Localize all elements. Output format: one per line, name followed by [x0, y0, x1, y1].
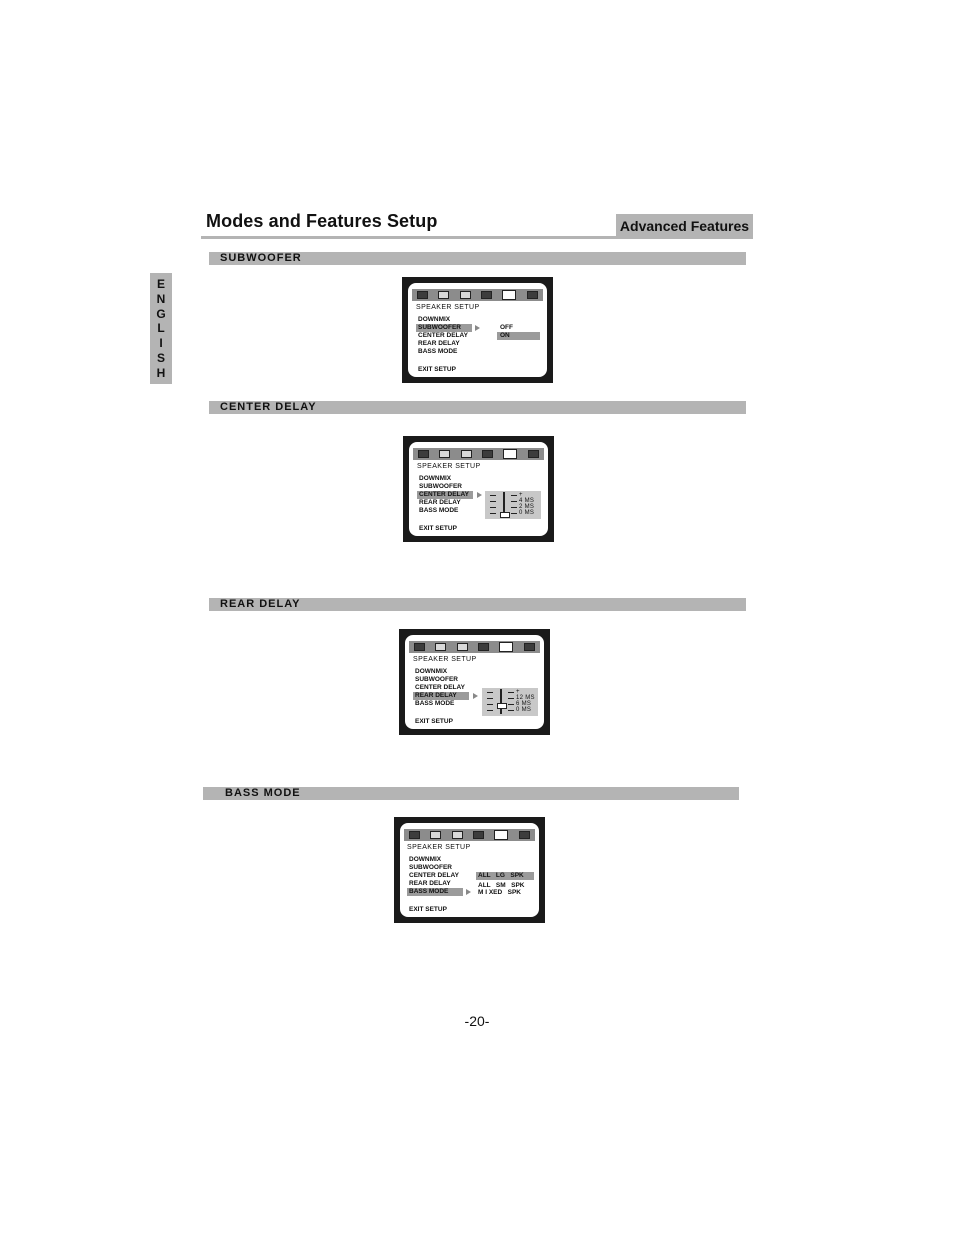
slider-tick	[490, 501, 496, 502]
section-heading-center-delay: CENTER DELAY	[209, 401, 746, 414]
option-on[interactable]: ON	[497, 332, 540, 340]
arrow-right-icon	[473, 693, 478, 699]
lang-letter: N	[156, 291, 166, 306]
menu-item-bass-mode[interactable]: BASS MODE	[415, 700, 455, 707]
display-icon	[478, 643, 489, 651]
osd-icon-bar	[412, 289, 543, 301]
users-icon	[527, 291, 538, 299]
menu-item-rear-delay[interactable]: REAR DELAY	[413, 692, 469, 700]
menu-header: SPEAKER SETUP	[407, 844, 471, 851]
menu-item-rear-delay[interactable]: REAR DELAY	[418, 340, 460, 347]
title-rule	[201, 236, 616, 239]
exit-setup[interactable]: EXIT SETUP	[418, 366, 456, 373]
slider-handle[interactable]	[500, 512, 510, 518]
option-mixed-spk[interactable]: M I XED SPK	[478, 889, 521, 896]
speaker-icon	[503, 449, 517, 459]
osd-panel	[408, 283, 547, 377]
menu-item-rear-delay[interactable]: REAR DELAY	[409, 880, 451, 887]
exit-setup[interactable]: EXIT SETUP	[419, 525, 457, 532]
slider-tick	[511, 495, 517, 496]
slider-tick	[490, 495, 496, 496]
slider-tick	[487, 710, 493, 711]
menu-item-subwoofer[interactable]: SUBWOOFER	[409, 864, 452, 871]
slider-tick	[487, 698, 493, 699]
tv-icon	[409, 831, 420, 839]
level-label: 6 MS	[516, 701, 532, 707]
slider-tick	[508, 710, 514, 711]
slider-tick	[487, 704, 493, 705]
osd-icon-bar	[409, 641, 540, 653]
menu-header: SPEAKER SETUP	[417, 463, 481, 470]
level-label: 2 MS	[519, 504, 535, 510]
menu-item-subwoofer[interactable]: SUBWOOFER	[416, 324, 472, 332]
delay-slider[interactable]	[485, 491, 541, 519]
language-tab	[150, 273, 172, 384]
page-number: -20-	[464, 1013, 490, 1029]
tv-icon	[418, 450, 429, 458]
menu-item-downmix[interactable]: DOWNMIX	[418, 316, 451, 323]
gear-icon	[457, 643, 468, 651]
osd-screen-rear-delay	[399, 629, 550, 735]
section-heading-subwoofer: SUBWOOFER	[209, 252, 746, 265]
menu-item-downmix[interactable]: DOWNMIX	[409, 856, 442, 863]
slider-track	[500, 689, 502, 714]
gear-icon	[461, 450, 472, 458]
display-icon	[482, 450, 493, 458]
lang-letter: G	[156, 306, 166, 321]
menu-item-center-delay[interactable]: CENTER DELAY	[418, 332, 468, 339]
slider-tick	[508, 698, 514, 699]
users-icon	[528, 450, 539, 458]
speaker-icon	[502, 290, 516, 300]
level-label: 0 MS	[516, 707, 532, 713]
section-heading-rear-delay: REAR DELAY	[209, 598, 746, 611]
display-icon	[481, 291, 492, 299]
menu-item-center-delay[interactable]: CENTER DELAY	[417, 491, 473, 499]
lang-letter: S	[156, 351, 165, 366]
slider-tick	[508, 704, 514, 705]
menu-item-subwoofer[interactable]: SUBWOOFER	[419, 483, 462, 490]
osd-panel	[409, 442, 548, 536]
osd-panel	[400, 823, 539, 917]
menu-item-downmix[interactable]: DOWNMIX	[415, 668, 448, 675]
gear-icon	[460, 291, 471, 299]
slider-handle[interactable]	[497, 703, 507, 709]
menu-item-downmix[interactable]: DOWNMIX	[419, 475, 452, 482]
lang-letter: E	[156, 277, 165, 291]
lang-letter: I	[159, 336, 163, 351]
slider-tick	[490, 507, 496, 508]
option-all-lg-spk[interactable]: ALL LG SPK	[476, 872, 534, 880]
menu-item-bass-mode[interactable]: BASS MODE	[418, 348, 458, 355]
users-icon	[524, 643, 535, 651]
menu-item-bass-mode[interactable]: BASS MODE	[419, 507, 459, 514]
page-title: Modes and Features Setup	[206, 211, 438, 231]
osd-icon-bar	[404, 829, 535, 841]
option-all-sm-spk[interactable]: ALL SM SPK	[478, 882, 525, 889]
menu-item-center-delay[interactable]: CENTER DELAY	[409, 872, 459, 879]
exit-setup[interactable]: EXIT SETUP	[415, 718, 453, 725]
arrow-right-icon	[475, 325, 480, 331]
section-tab: Advanced Features	[616, 214, 753, 239]
section-heading-bass-mode: BASS MODE	[203, 787, 739, 800]
osd-screen-subwoofer	[402, 277, 553, 383]
level-label: +	[519, 492, 523, 498]
tv-icon	[417, 291, 428, 299]
level-label: 4 MS	[519, 498, 535, 504]
menu-item-rear-delay[interactable]: REAR DELAY	[419, 499, 461, 506]
slider-tick	[511, 513, 517, 514]
slider-tick	[490, 513, 496, 514]
tv-icon	[414, 643, 425, 651]
users-icon	[519, 831, 530, 839]
option-off[interactable]: OFF	[500, 324, 513, 331]
speaker-icon	[494, 830, 508, 840]
osd-icon-bar	[413, 448, 544, 460]
arrow-right-icon	[477, 492, 482, 498]
slider-tick	[487, 692, 493, 693]
arrow-right-icon	[466, 889, 471, 895]
delay-slider[interactable]	[482, 688, 538, 716]
osd-screen-center-delay	[403, 436, 554, 542]
menu-item-center-delay[interactable]: CENTER DELAY	[415, 684, 465, 691]
menu-header: SPEAKER SETUP	[416, 304, 480, 311]
lang-letter: H	[156, 365, 166, 380]
video-icon	[430, 831, 441, 839]
level-label: 0 MS	[519, 510, 535, 516]
osd-panel	[405, 635, 544, 729]
menu-item-subwoofer[interactable]: SUBWOOFER	[415, 676, 458, 683]
display-icon	[473, 831, 484, 839]
osd-screen-bass-mode	[394, 817, 545, 923]
menu-header: SPEAKER SETUP	[413, 656, 477, 663]
slider-tick	[508, 692, 514, 693]
slider-tick	[511, 507, 517, 508]
lang-letter: L	[157, 321, 165, 336]
video-icon	[439, 450, 450, 458]
video-icon	[435, 643, 446, 651]
level-label: 12 MS	[516, 695, 535, 701]
video-icon	[438, 291, 449, 299]
exit-setup[interactable]: EXIT SETUP	[409, 906, 447, 913]
menu-item-bass-mode[interactable]: BASS MODE	[407, 888, 463, 896]
level-label: +	[516, 689, 520, 695]
slider-tick	[511, 501, 517, 502]
gear-icon	[452, 831, 463, 839]
speaker-icon	[499, 642, 513, 652]
